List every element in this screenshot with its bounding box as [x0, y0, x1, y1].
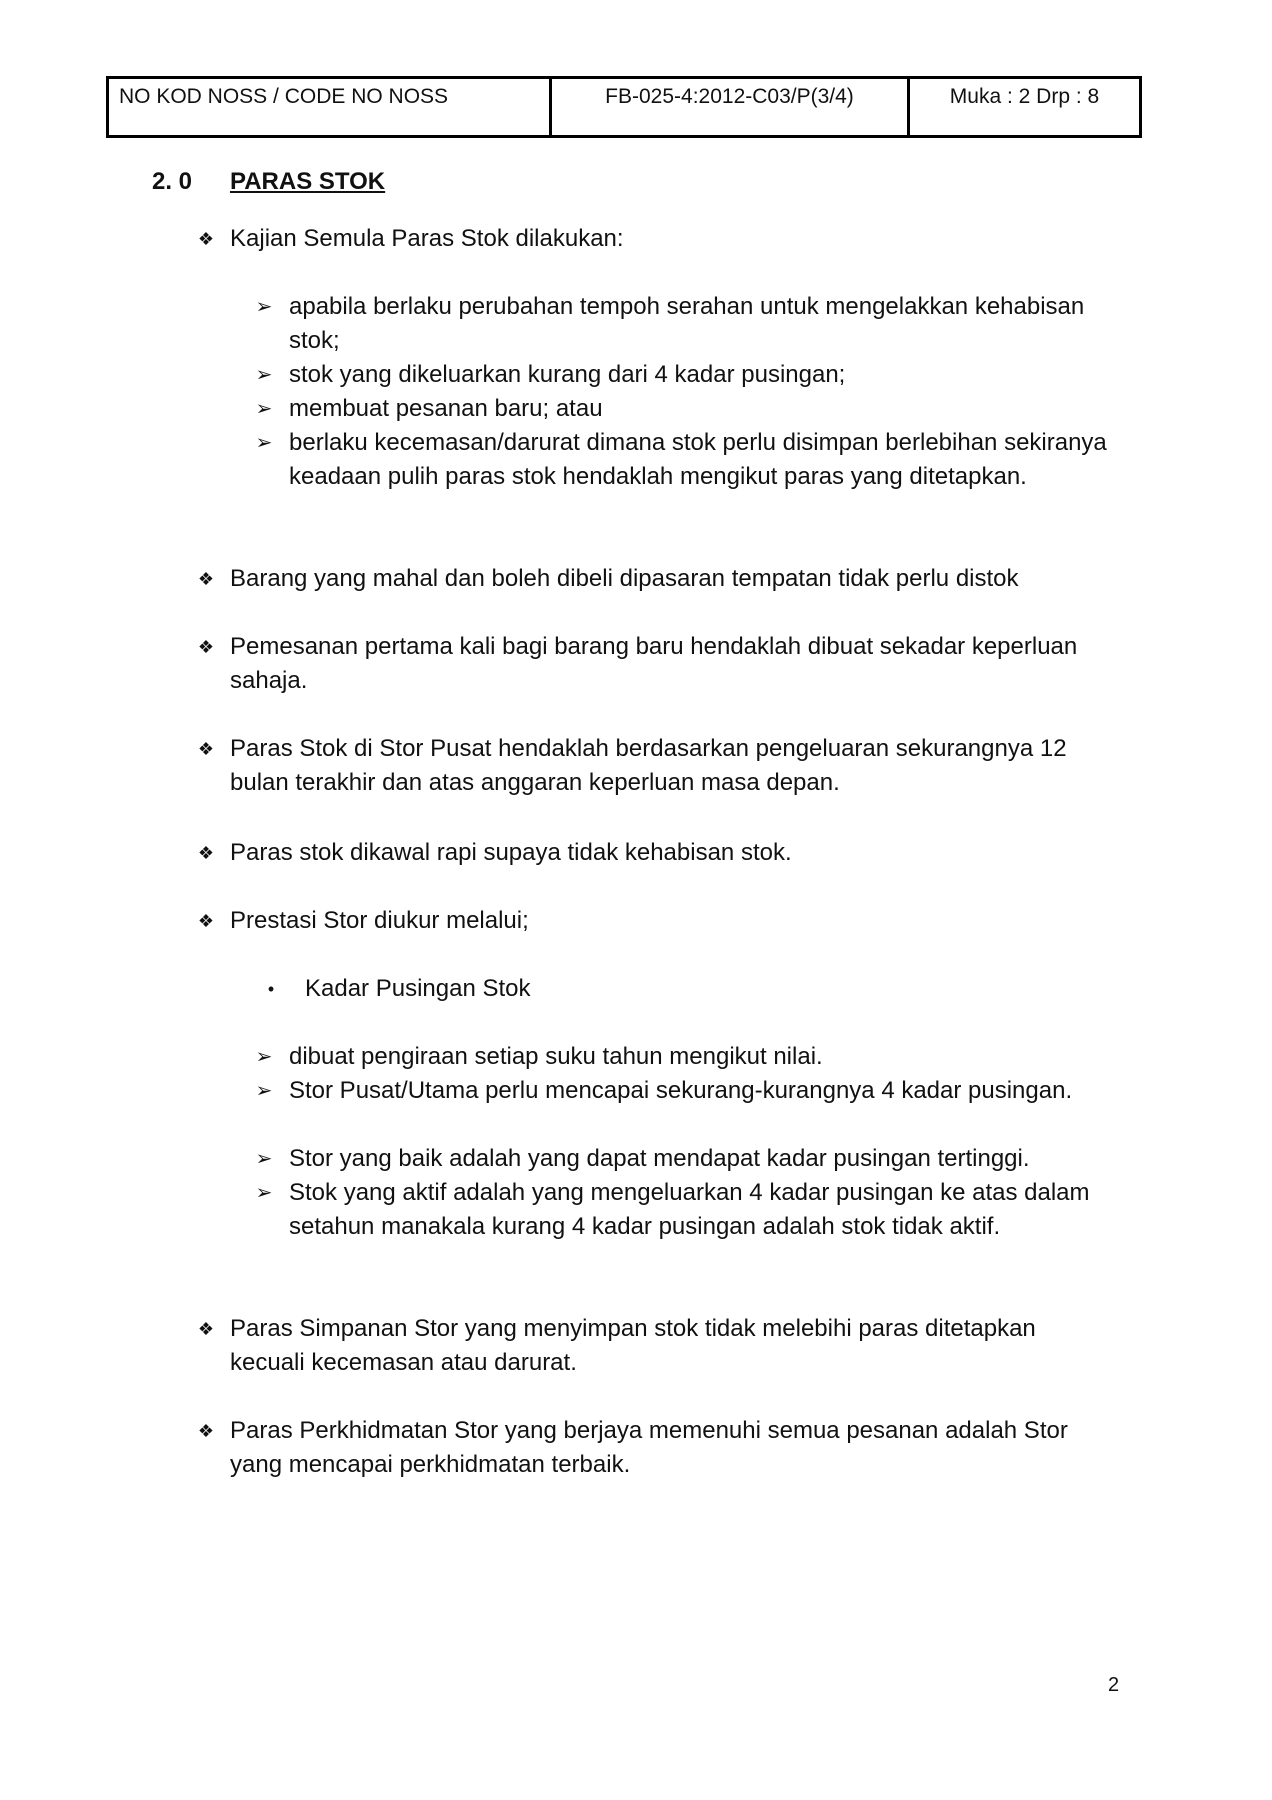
arrow-bullet-icon: ➢ — [255, 364, 273, 386]
bullet-text: Barang yang mahal dan boleh dibeli dipasaran tempatan tidak perlu distok — [230, 565, 1019, 592]
section-title: PARAS STOK — [230, 168, 386, 195]
bullet-text: Prestasi Stor diukur melalui; — [230, 907, 529, 934]
page-info-cell: Muka : 2 Drp : 8 — [909, 78, 1141, 137]
bullet-text: Paras Perkhidmatan Stor yang berjaya memenuhi semua pesanan adalah Stor yang mencapai perkhidmatan terbaik. — [230, 1417, 1068, 1478]
sub-bullet-text: Stok yang aktif adalah yang mengeluarkan 4 kadar pusingan ke atas dalam setahun manakala kurang 4 kadar pusingan adalah stok tidak aktif. — [289, 1179, 1090, 1240]
sub-bullet-text: berlaku kecemasan/darurat dimana stok perlu disimpan berlebihan sekiranya keadaan pulih paras stok hendaklah mengikut paras yang ditetapkan. — [289, 429, 1107, 490]
bullet-text: Paras stok dikawal rapi supaya tidak kehabisan stok. — [230, 839, 792, 866]
section-heading — [152, 168, 385, 196]
diamond-bullet-icon: ❖ — [197, 843, 215, 863]
arrow-bullet-icon: ➢ — [255, 1080, 273, 1102]
header-table — [106, 76, 1142, 138]
bullet-text: Paras Stok di Stor Pusat hendaklah berdasarkan pengeluaran sekurangnya 12 bulan terakhir dan atas anggaran keperluan masa depan. — [230, 735, 1067, 796]
sub-bullet-text: Stor Pusat/Utama perlu mencapai sekurang-kurangnya 4 kadar pusingan. — [289, 1077, 1073, 1104]
arrow-bullet-icon: ➢ — [255, 1148, 273, 1170]
bullet-text: Pemesanan pertama kali bagi barang baru hendaklah dibuat sekadar keperluan sahaja. — [230, 633, 1078, 694]
arrow-bullet-icon: ➢ — [255, 296, 273, 318]
diamond-bullet-icon: ❖ — [197, 229, 215, 249]
arrow-bullet-icon: ➢ — [255, 432, 273, 454]
diamond-bullet-icon: ❖ — [197, 1421, 215, 1441]
sub-bullet-text: apabila berlaku perubahan tempoh serahan untuk mengelakkan kehabisan stok; — [289, 293, 1085, 354]
diamond-bullet-icon: ❖ — [197, 1319, 215, 1339]
sub-bullet-text: dibuat pengiraan setiap suku tahun mengikut nilai. — [289, 1043, 823, 1070]
bullet-text: Kajian Semula Paras Stok dilakukan: — [230, 225, 624, 252]
sub-bullet-text: membuat pesanan baru; atau — [289, 395, 603, 422]
sub-bullet-text: stok yang dikeluarkan kurang dari 4 kadar pusingan; — [289, 361, 846, 388]
diamond-bullet-icon: ❖ — [197, 739, 215, 759]
dot-bullet-text: Kadar Pusingan Stok — [305, 975, 531, 1002]
dot-bullet-icon: • — [267, 979, 275, 999]
arrow-bullet-icon: ➢ — [255, 398, 273, 420]
diamond-bullet-icon: ❖ — [197, 569, 215, 589]
sub-bullet-text: Stor yang baik adalah yang dapat mendapat kadar pusingan tertinggi. — [289, 1145, 1030, 1172]
diamond-bullet-icon: ❖ — [197, 637, 215, 657]
code-value-cell: FB-025-4:2012-C03/P(3/4) — [551, 78, 909, 137]
arrow-bullet-icon: ➢ — [255, 1046, 273, 1068]
diamond-bullet-icon: ❖ — [197, 911, 215, 931]
section-number: 2. 0 — [152, 168, 193, 195]
bullet-text: Paras Simpanan Stor yang menyimpan stok tidak melebihi paras ditetapkan kecuali kecemasan atau darurat. — [230, 1315, 1036, 1376]
page-number: 2 — [1108, 1674, 1120, 1696]
code-label-cell: NO KOD NOSS / CODE NO NOSS — [108, 78, 551, 137]
arrow-bullet-icon: ➢ — [255, 1182, 273, 1204]
